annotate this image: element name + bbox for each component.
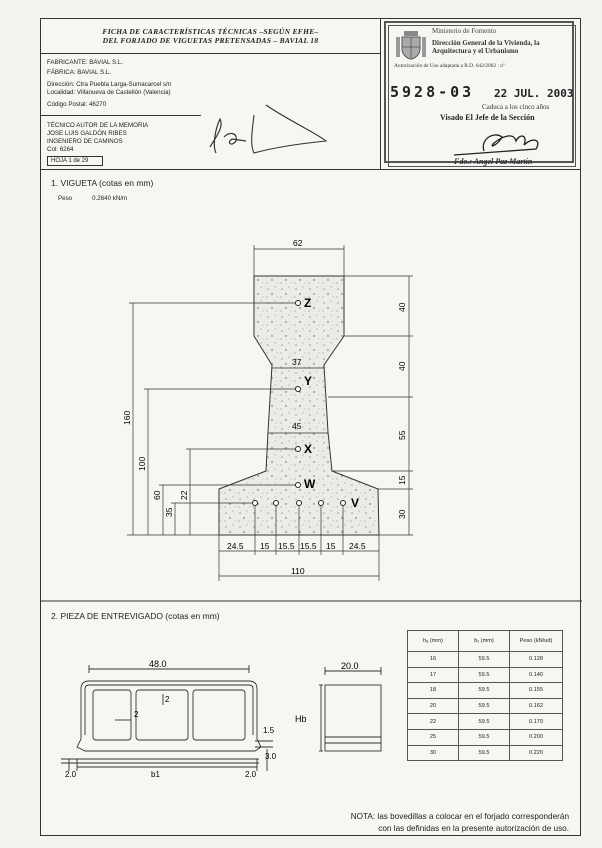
- peso-label: Peso: [58, 195, 73, 202]
- title-line-2: DEL FORJADO DE VIGUETAS PRETENSADAS – BAVIAL 18: [102, 36, 319, 45]
- dim-40b: 40: [397, 361, 407, 371]
- dim-60: 60: [152, 490, 162, 500]
- caduca-label: Caduca a los cinco años: [482, 103, 550, 111]
- dim-35: 35: [164, 507, 174, 517]
- table-row: 20 59.5 0.162: [408, 698, 563, 714]
- dim-160: 160: [122, 410, 132, 425]
- dim-seg-6: 24.5: [349, 541, 366, 551]
- colegiado: Col: 6264: [47, 146, 74, 153]
- autorizacion-label: Autorización de Uso adaptada a R.D. 642/2002 : nº: [394, 63, 505, 69]
- dim-base-label: 110: [291, 566, 305, 576]
- dim-edge-left: 2.0: [65, 770, 77, 779]
- page-counter: HOJA 1 de 29: [47, 156, 103, 166]
- dim-seg-4: 15.5: [300, 541, 317, 551]
- ministerio-label: Ministerio de Fomento: [432, 27, 497, 35]
- svg-text:X: X: [304, 442, 313, 456]
- technical-sheet: [40, 18, 581, 836]
- dim-seg-2: 15: [260, 541, 270, 551]
- dim-seg-1: 24.5: [227, 541, 244, 551]
- dim-inner2: 2: [134, 710, 139, 719]
- dim-side-width: 20.0: [341, 661, 359, 671]
- dim-seg-3: 15.5: [278, 541, 295, 551]
- dim-edge-right: 2.0: [245, 770, 257, 779]
- tecnico-titulo: INGENIERO DE CAMINOS: [47, 138, 123, 145]
- dim-lip2: 3.0: [265, 752, 277, 761]
- dim-30: 30: [397, 509, 407, 519]
- table-row: 22 59.5 0.170: [408, 714, 563, 730]
- dim-lip: 1.5: [263, 726, 275, 735]
- direccion-general: Dirección General de la Vivienda, la Arquitectura y el Urbanismo: [432, 39, 540, 55]
- svg-text:Z: Z: [304, 296, 312, 310]
- dim-inner: 2: [165, 695, 170, 704]
- dim-seg-5: 15: [326, 541, 336, 551]
- dim-55: 55: [397, 430, 407, 440]
- dim-width-48: 48.0: [149, 659, 167, 669]
- dim-22: 22: [179, 490, 189, 500]
- dim-mid-label: 45: [292, 421, 302, 431]
- dim-100: 100: [137, 456, 147, 471]
- authorization-date: 22 JUL. 2003: [494, 87, 574, 100]
- nota: NOTA: las bovedillas a colocar en el forjado corresponderán con las definidas en la presente autorización de uso.: [350, 812, 569, 833]
- bovedilla-side: [319, 667, 381, 751]
- dim-b1: b1: [151, 770, 160, 779]
- section2-title: 2. PIEZA DE ENTREVIGADO (cotas en mm): [51, 611, 220, 621]
- fabrica: FÁBRICA: BAVIAL S.L.: [47, 69, 111, 76]
- dim-top-label: 62: [293, 238, 303, 248]
- firmante-label: Fdo.: Angel Paz Martín: [454, 157, 533, 166]
- table-header: hₐ (mm) b₁ (mm) Peso (kN/ud): [408, 631, 563, 652]
- codigo-postal: Código Postal: 46270: [47, 101, 107, 108]
- dim-hb: Hb: [295, 714, 307, 724]
- bovedilla-front: [61, 665, 273, 771]
- dim-neck-label: 37: [292, 357, 302, 367]
- svg-text:W: W: [304, 477, 316, 491]
- svg-text:Y: Y: [304, 374, 313, 388]
- fabricante: FABRICANTE: BAVIAL S.L.: [47, 59, 123, 66]
- table-row: 25 59.5 0.200: [408, 729, 563, 745]
- localidad: Localidad: Villanueva de Castellón (Valencia): [47, 89, 171, 96]
- dim-40a: 40: [397, 302, 407, 312]
- peso-value: 0.2640 kN/m: [92, 195, 128, 202]
- tecnico-nombre: JOSE LUIS GALDÓN RIBES: [47, 130, 127, 137]
- bovedilla-table: [407, 630, 563, 761]
- table-row: 17 59.5 0.140: [408, 667, 563, 683]
- table-row: 18 59.5 0.155: [408, 683, 563, 699]
- direccion: Dirección: Ctra Puebla Larga-Sumacarcel s/n: [47, 81, 172, 88]
- point-v: V: [351, 496, 360, 510]
- table-row: 30 59.5 0.220: [408, 745, 563, 761]
- authorization-number: 5928-03: [390, 83, 475, 101]
- table-row: 16 59.5 0.128: [408, 652, 563, 668]
- section1-title: 1. VIGUETA (cotas en mm): [51, 178, 154, 188]
- dim-15: 15: [397, 475, 407, 485]
- visado-label: Visado El Jefe de la Sección: [440, 113, 535, 122]
- tecnico-label: TÉCNICO AUTOR DE LA MEMORIA: [47, 122, 149, 129]
- title-line-1: FICHA DE CARACTERÍSTICAS TÉCNICAS –SEGÚN EFHE–: [102, 27, 319, 36]
